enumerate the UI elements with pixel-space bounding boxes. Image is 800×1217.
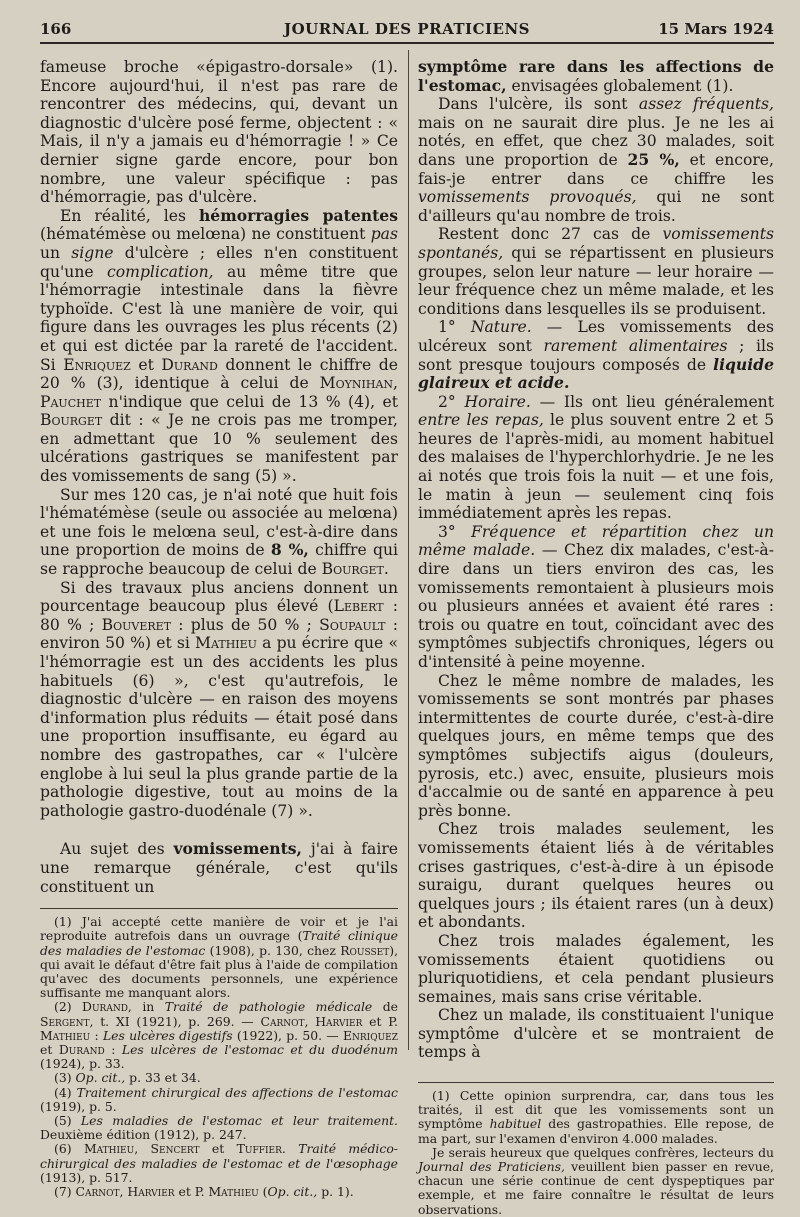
right-column [418, 58, 774, 1217]
journal-title: JOURNAL DES PRATICIENS [284, 20, 530, 38]
paragraph: Si des travaux plus anciens donnent un pourcentage beaucoup plus élevé (Lebert : 80 % ; Bouveret : plus de 50 % ; Soupault : environ 50 %) et si Mathieu a pu écrire que « l'hémorragie est un des accidents les plus habituels (6) », c'est qu'autrefois, le diagnostic d'ulcère — en raison des moyens d'information plus réduits — était posé dans une proportion insuffisante, eu égard au nombre des gastropathes, car « l'ulcère englobe à lui seul la plus grande partie de la pathologie digestive, tout au moins de la pathologie gastro-duodénale (7) ». [40, 578, 398, 820]
footnote: (3) Op. cit., p. 33 et 34. [54, 1070, 201, 1086]
footnote: (1) Cette opinion surprendra, car, dans tous les traités, il est dit que les vomissements sont un symptôme habituel des gastropathies. Elle repose, de ma part, sur l'examen d'environ 4.000 malades. [418, 1088, 775, 1146]
paragraph: Dans l'ulcère, ils sont assez fréquents, mais on ne saurait dire plus. Je ne les ai notés, en effet, que chez 30 malades, soit dans une proportion de 25 %, et encore, fais-je entrer dans ce chiffre les vomissements provoqués, qui ne sont d'ailleurs qu'au nombre de trois. [418, 95, 774, 225]
paragraph: En réalité, les hémorragies patentes (hématémèse ou melœna) ne constituent pas un signe d'ulcère ; elles n'en constituent qu'une complication, au même titre que l'hémorragie intestinale dans la fièvre typhoïde. C'est là une manière de voir, qui figure dans les ouvrages les plus récents (2) et qui est dictée par la rareté de l'accident. Si Enriquez et Durand donnent le chiffre de 20 % (3), identique à celui de Moynihan, Pauchet n'indique que celui de 13 % (4), et Bourget dit : « Je ne crois pas me tromper, en admettant que 10 % seulement des ulcérations gastriques se manifestent par des vomissements de sang (5) ». [40, 205, 399, 486]
paragraph: 1° Nature. — Les vomissements des ulcéreux sont rarement alimentaires ; ils sont presque toujours composés de liquide glaireux et acide. [418, 318, 774, 393]
footnotes [418, 1089, 774, 1217]
paragraph: Chez le même nombre de malades, les vomissements se sont montrés par phases intermittentes de courte durée, c'est-à-dire quelques jours, en même temps que des symptômes subjectifs aigus (douleurs, pyrosis, etc.) avec, ensuite, plusieurs mois d'accalmie ou de santé en apparence à peu près bonne. [418, 671, 774, 820]
page-header [40, 16, 774, 44]
paragraph: fameuse broche «épigastro-dorsale» (1). Encore aujourd'hui, il n'est pas rare de rencontrer des médecins, qui, devant un diagnostic d'ulcère posé ferme, objectent : « Mais, il n'y a jamais eu d'hémorragie ! » Ce dernier signe garde encore, pour bon nombre, une valeur spécifique : pas d'hémorragie, pas d'ulcère. [40, 58, 398, 207]
paragraph: Chez un malade, ils constituaient l'unique symptôme d'ulcère et se montraient de temps à [418, 1006, 774, 1062]
footnotes [40, 915, 398, 1199]
paragraph: symptôme rare dans les affections de l'estomac, envisagées globalement (1). [418, 57, 774, 95]
paragraph: Restent donc 27 cas de vomissements spontanés, qui se répartissent en plusieurs groupes, selon leur nature — leur horaire — leur fréquence chez un même malade, et les conditions dans lesquelles ils se produisent. [418, 225, 774, 318]
footnote: (2) Durand, in Traité de pathologie médicale de Sergent, t. XI (1921), p. 269. — Carnot, Harvier et P. Mathieu : Les ulcères digestifs (1922), p. 50. — Enriquez et Durand : Les ulcères de l'estomac et du duodénum (1924), p. 33. [40, 999, 398, 1072]
paragraph: 2° Horaire. — Ils ont lieu généralement entre les repas, le plus souvent entre 2 et 5 heures de l'après-midi, au moment habituel des malaises de l'hyperchlorhydrie. Je ne les ai notés que trois fois la nuit — et une fois, le matin à jeun — seulement cinq fois immédiatement après les repas. [418, 392, 774, 523]
footnote: Je serais heureux que quelques confrères, lecteurs du Journal des Praticiens, veuillent bien passer en revue, chacun une série continue de cent dyspeptiques par exemple, et me faire connaître le résultat de leurs observations. [418, 1144, 774, 1217]
footnote-rule [40, 908, 398, 909]
paragraph: Au sujet des vomissements, j'ai à faire une remarque générale, c'est qu'ils constituent un [40, 839, 398, 896]
header-rule [40, 42, 774, 44]
footnote: (4) Traitement chirurgical des affections de l'estomac (1919), p. 5. [40, 1084, 398, 1114]
footnote: (5) Les maladies de l'estomac et leur traitement. Deuxième édition (1912), p. 247. [40, 1112, 398, 1143]
paragraph: Sur mes 120 cas, je n'ai noté que huit fois l'hématémèse (seule ou associée au melœna) et une fois le melœna seul, c'est-à-dire dans une proportion de moins de 8 %, chiffre qui se rapproche beaucoup de celui de Bourget. [40, 485, 399, 579]
paragraph: 3° Fréquence et répartition chez un même malade. — Chez dix malades, c'est-à-dire dans un tiers environ des cas, les vomissements remontaient à plusieurs mois ou plusieurs années et avaient été rares : trois ou quatre en tout, coïncidant avec des symptômes subjectifs chroniques, légers ou d'intensité à peine moyenne. [418, 522, 774, 671]
footnote: (7) Carnot, Harvier et P. Mathieu (Op. cit., p. 1). [54, 1183, 354, 1199]
footnote: (1) J'ai accepté cette manière de voir et je l'ai reproduite autrefois dans un ouvrage (Traité clinique des maladies de l'estomac (1908), p. 130, chez Rousset), qui avait le défaut d'être fait plus à l'aide de compilation qu'avec des documents personnels, une expérience suffisante me manquant alors. [40, 914, 399, 1001]
page-number: 166 [40, 20, 72, 38]
paragraph: Chez trois malades également, les vomissements étaient quotidiens ou pluriquotidiens, et cela pendant plusieurs semaines, mais sans crise véritable. [418, 931, 774, 1006]
paragraph: Chez trois malades seulement, les vomissements étaient liés à de véritables crises gastriques, c'est-à-dire à un épisode suraigu, durant quelques heures ou quelques jours ; ils étaient rares (un à deux) et abondants. [418, 820, 774, 932]
left-column [40, 58, 398, 1199]
column-divider [408, 50, 409, 1050]
issue-date: 15 Mars 1924 [658, 20, 774, 38]
footnote-rule [418, 1082, 774, 1083]
footnote: (6) Mathieu, Sencert et Tuffier. Traité médico-chirurgical des maladies de l'estomac et de l'œsophage (1913), p. 517. [40, 1141, 398, 1185]
